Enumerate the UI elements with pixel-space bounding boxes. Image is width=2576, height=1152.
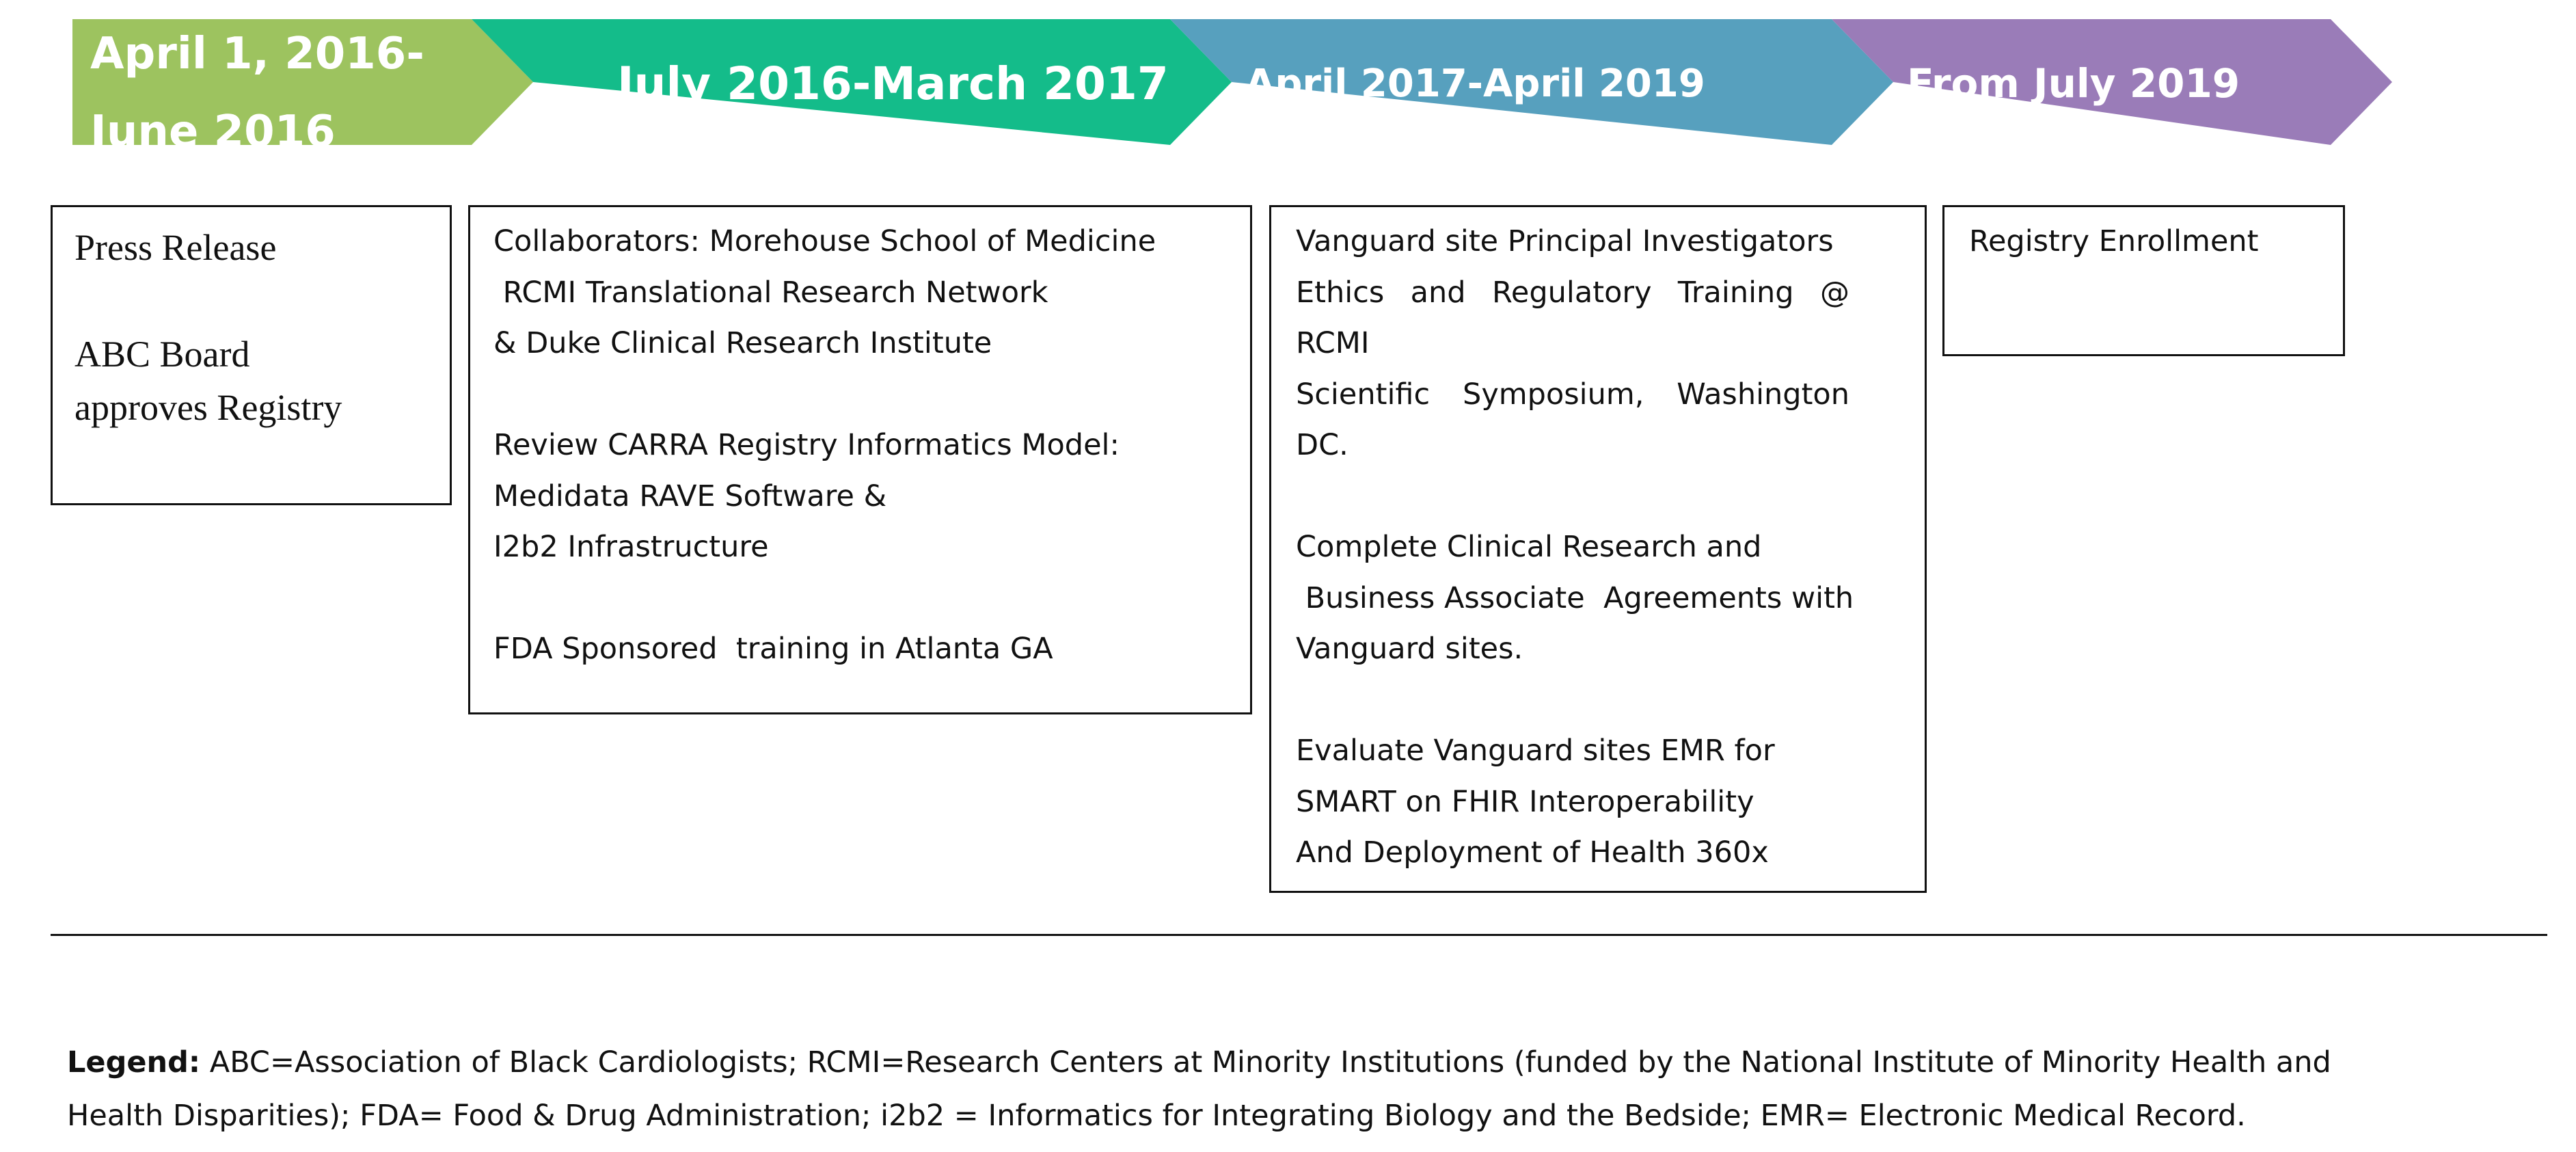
box-3-line-12: SMART on FHIR Interoperability (1296, 784, 1754, 819)
box-3-line-1: Vanguard site Principal Investigators (1296, 224, 1834, 258)
legend-text-1: ABC=Association of Black Cardiologists; RCMI=Research Centers at Minority Institutions (funded by the National Institute of Minority Health and (200, 1045, 2331, 1080)
box-3-spacer-2 (1296, 675, 1849, 726)
box-3-line-3: RCMI (1296, 326, 1370, 360)
box-2-spacer-1 (493, 369, 1250, 420)
box-2-line-6: Medidata RAVE Software & (493, 479, 887, 513)
box-3-line-5: DC. (1296, 428, 1348, 462)
box-2-spacer-2 (493, 573, 1250, 624)
legend-label: Legend: (67, 1045, 201, 1080)
box-collaborators (468, 205, 1252, 714)
box-3-line-11: Evaluate Vanguard sites EMR for (1296, 734, 1775, 768)
box-3-line-9: Vanguard sites. (1296, 632, 1523, 666)
box-3-line-2: Ethics and Regulatory Training @ (1296, 275, 1849, 310)
box-1-line-1: Press Release (74, 227, 277, 268)
divider-line (51, 934, 2547, 936)
phase-1-line-2: June 2016 (90, 107, 336, 157)
box-3-spacer-1 (1296, 471, 1849, 522)
box-3-line-7: Complete Clinical Research and (1296, 530, 1762, 564)
box-2-line-7: I2b2 Infrastructure (493, 530, 769, 564)
phase-1-label (90, 15, 424, 171)
box-3-line-13: And Deployment of Health 360x (1296, 835, 1769, 870)
box-vanguard (1269, 205, 1927, 893)
phase-4-label: From July 2019 (1907, 60, 2240, 107)
box-2-line-5: Review CARRA Registry Informatics Model: (493, 428, 1120, 462)
legend-line-2: Health Disparities); FDA= Food & Drug Administration; i2b2 = Informatics for Integrating Biology and the Bedside; EMR= Electronic Medical Record. (67, 1099, 2246, 1133)
box-registry-enrollment (1942, 205, 2345, 356)
box-2-line-3: & Duke Clinical Research Institute (493, 326, 992, 360)
phase-1-line-1: April 1, 2016- (90, 29, 424, 79)
box-1-line-4: approves Registry (74, 387, 342, 428)
box-1-spacer (74, 274, 450, 327)
box-2-line-1: Collaborators: Morehouse School of Medicine (493, 224, 1156, 258)
box-2-line-2: RCMI Translational Research Network (493, 275, 1048, 310)
phase-2-label: July 2016-March 2017 (617, 57, 1169, 110)
box-3-line-4: Scientific Symposium, Washington (1296, 377, 1849, 412)
phase-3-label: April 2017-April 2019 (1245, 62, 1705, 106)
box-press-release (51, 205, 452, 505)
legend (67, 1036, 2500, 1142)
legend-line-1 (67, 1036, 2500, 1089)
box-3-line-8: Business Associate Agreements with (1296, 580, 1854, 615)
box-1-line-3: ABC Board (74, 334, 250, 375)
box-4-line-1: Registry Enrollment (1969, 224, 2259, 258)
box-2-line-9: FDA Sponsored training in Atlanta GA (493, 632, 1053, 666)
